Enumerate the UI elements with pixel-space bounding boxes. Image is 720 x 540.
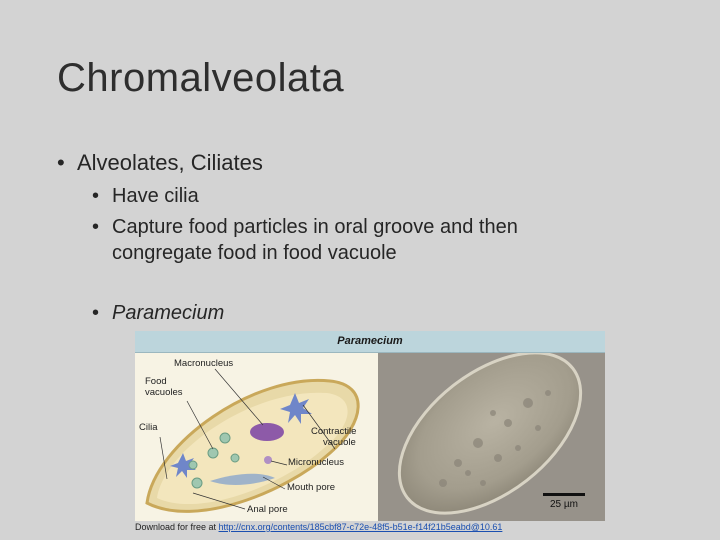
label-macronucleus: Macronucleus	[174, 358, 234, 369]
micrograph-svg	[378, 353, 605, 521]
bullet-alveolates	[57, 150, 263, 176]
micronucleus-shape	[264, 456, 272, 464]
bullet-capture-food	[92, 216, 518, 239]
label-food-vacuoles-line2: vacuoles	[145, 387, 183, 398]
bullet-text: Alveolates, Ciliates	[77, 150, 263, 175]
bullet-text: Capture food particles in oral groove and then	[112, 216, 518, 238]
figure-header: Paramecium	[135, 331, 605, 353]
download-credit	[135, 522, 502, 532]
bullet-dot: •	[92, 185, 100, 207]
macronucleus-shape	[250, 423, 284, 441]
bullet-dot: •	[92, 302, 100, 324]
bullet-dot: •	[57, 150, 65, 175]
scale-bar-label: 25 µm	[550, 499, 578, 510]
label-cilia: Cilia	[139, 422, 158, 433]
label-contractile-line1: Contractile	[311, 426, 357, 437]
credit-link[interactable]: http://cnx.org/contents/185cbf87-c72e-48f5-b51e-f14f21b5eabd@10.61	[218, 522, 503, 532]
paramecium-diagram	[135, 353, 378, 521]
paramecium-figure	[135, 331, 605, 521]
bullet-have-cilia	[92, 185, 199, 208]
bullet-dot: •	[92, 216, 100, 238]
credit-prefix: Download for free at	[135, 522, 219, 532]
bullet-capture-food-cont	[112, 242, 397, 265]
label-anal-pore: Anal pore	[247, 504, 288, 515]
bullet-text: Paramecium	[112, 302, 225, 324]
label-mouth-pore: Mouth pore	[287, 482, 336, 493]
bullet-paramecium	[92, 302, 224, 325]
paramecium-micrograph	[378, 353, 605, 521]
slide-title: Chromalveolata	[57, 56, 345, 100]
scale-bar	[543, 493, 585, 496]
bullet-text: Have cilia	[112, 185, 199, 207]
label-food-vacuoles-line1: Food	[145, 376, 167, 387]
label-micronucleus: Micronucleus	[288, 457, 344, 468]
label-contractile-line2: vacuole	[323, 437, 356, 448]
bullet-text: congregate food in food vacuole	[112, 242, 397, 264]
